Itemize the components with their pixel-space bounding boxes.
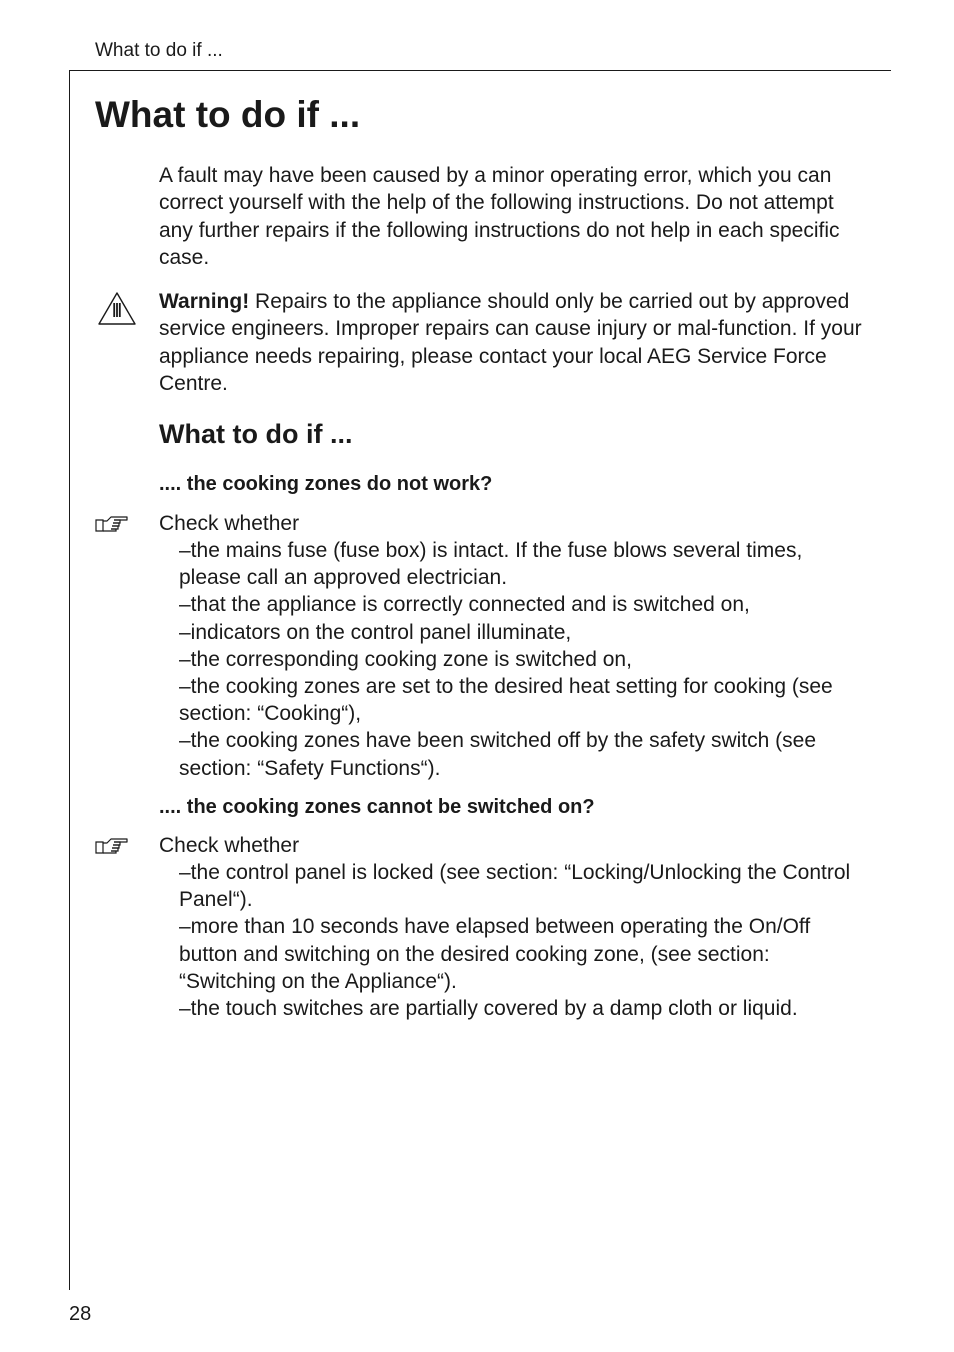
question-heading: .... the cooking zones do not work?	[159, 473, 493, 495]
list-item: –the corresponding cooking zone is switched on,	[179, 647, 632, 671]
list-item: –the touch switches are partially covered by a damp cloth or liquid.	[179, 997, 798, 1021]
margin-rule	[69, 70, 70, 1290]
list-item: –more than 10 seconds have elapsed between operating the On/Off button and switching on the desired cooking zone, (see section: “Switching on the Appliance“).	[179, 915, 811, 993]
check-list	[179, 537, 869, 782]
check-label: Check whether	[159, 834, 300, 857]
warning-triangle-icon	[96, 290, 138, 328]
list-item: –indicators on the control panel illuminate,	[179, 620, 572, 644]
list-item: –the cooking zones are set to the desired heat setting for cooking (see section: “Cooking“),	[179, 675, 833, 726]
warning-label: Warning!	[159, 290, 250, 313]
page-number: 28	[69, 1303, 92, 1325]
page-title: What to do if ...	[95, 94, 361, 135]
intro-paragraph: A fault may have been caused by a minor operating error, which you can correct yourself with the help of the following instructions. Do not attempt any further repairs if the following instructions do not help in each specific case.	[159, 164, 840, 269]
running-header: What to do if ...	[95, 40, 223, 61]
list-item: –that the appliance is correctly connected and is switched on,	[179, 593, 750, 617]
list-item: –the cooking zones have been switched off by the safety switch (see section: “Safety Functions“).	[179, 729, 816, 780]
section-title: What to do if ...	[159, 419, 353, 449]
warning-text: Repairs to the appliance should only be carried out by approved service engineers. Improper repairs can cause injury or mal-function. If your appliance needs repairing, please contact your local AEG Service Force Centre.	[159, 290, 862, 395]
list-item: –the control panel is locked (see section: “Locking/Unlocking the Control Panel“).	[179, 861, 851, 912]
question-heading: .... the cooking zones cannot be switched on?	[159, 796, 595, 818]
pointing-hand-icon	[95, 515, 129, 533]
header-rule	[69, 70, 891, 71]
check-list	[179, 859, 869, 1022]
list-item: –the mains fuse (fuse box) is intact. If the fuse blows several times, please call an approved electrician.	[179, 539, 803, 590]
pointing-hand-icon	[95, 837, 129, 855]
warning-paragraph	[159, 288, 864, 397]
check-label: Check whether	[159, 512, 300, 535]
